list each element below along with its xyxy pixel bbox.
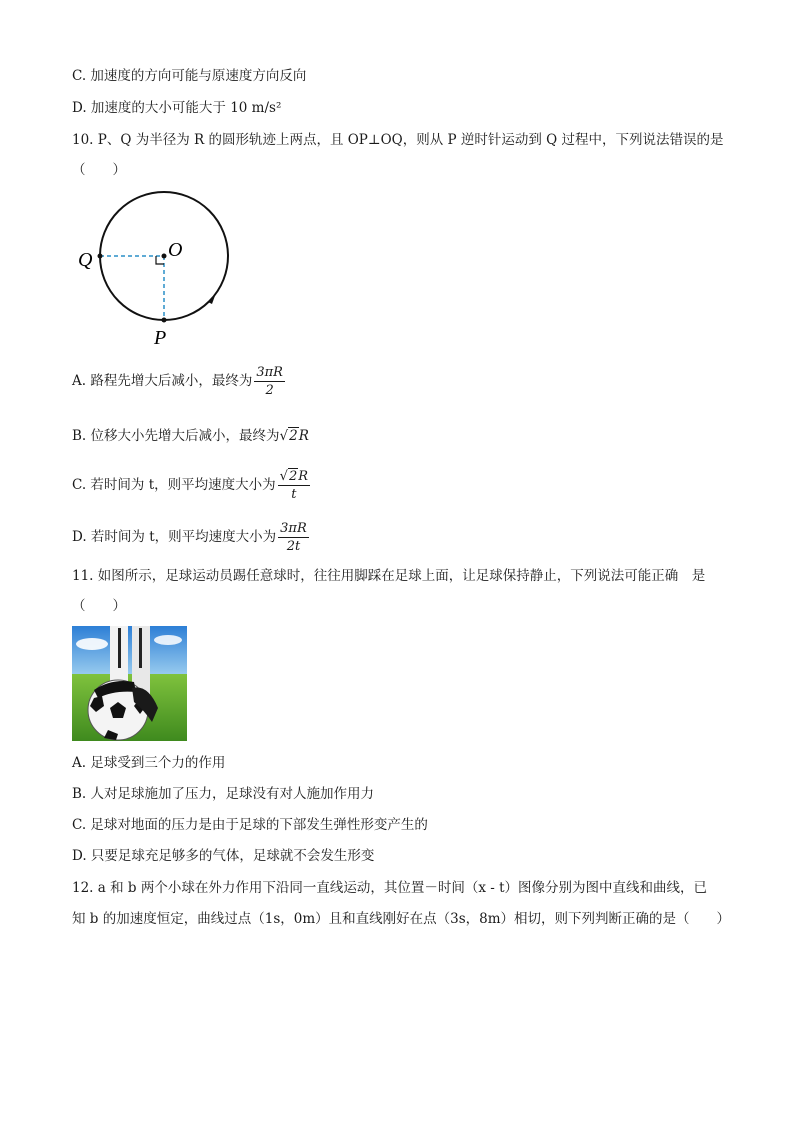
label-q: Q xyxy=(78,249,93,271)
q10-option-d: D. 若时间为 t，则平均速度大小为 $\frac{3\pi R}{2t}$ xyxy=(72,521,307,554)
q10-stem: 10. P、Q 为半径为 R 的圆形轨迹上两点，且 OP⊥OQ，则从 P 逆时针运动到 Q 过程中，下列说法错误的是 xyxy=(72,132,724,148)
soccer-photo xyxy=(72,626,187,741)
q10-option-b: B. 位移大小先增大后减小，最终为√2R xyxy=(72,428,309,444)
q11-option-a: A. 足球受到三个力的作用 xyxy=(72,755,226,771)
sky xyxy=(72,626,187,678)
q10-option-c: C. 若时间为 t，则平均速度大小为 $\frac{√2R}{t}$ xyxy=(72,469,309,502)
q9-option-c: C. 加速度的方向可能与原速度方向反向 xyxy=(72,68,307,84)
q10-stem-bracket: （ ） xyxy=(72,162,126,178)
q10-option-a: A. 路程先增大后减小，最终为 $\frac{3\pi R}{2}$ xyxy=(72,365,283,398)
q11-stem-bracket: （ ） xyxy=(72,598,126,614)
circle-diagram xyxy=(72,190,242,350)
q12-stem-line2: 知 b 的加速度恒定，曲线过点（1s，0m）且和直线刚好在点（3s，8m）相切，则下列判断正确的是（ ） xyxy=(72,911,731,927)
q11-option-d: D. 只要足球充足够多的气体，足球就不会发生形变 xyxy=(72,848,375,864)
label-p: P xyxy=(154,327,167,349)
q11-stem: 11. 如图所示，足球运动员踢任意球时，往往用脚踩在足球上面，让足球保持静止，下列说法可能正确 是 xyxy=(72,568,706,584)
point-p xyxy=(162,318,167,323)
point-q xyxy=(98,254,103,259)
point-o xyxy=(162,254,167,259)
q12-stem-line1: 12. a 和 b 两个小球在外力作用下沿同一直线运动，其位置－时间（x - t）图像分别为图中直线和曲线，已 xyxy=(72,880,708,896)
label-o: O xyxy=(168,239,183,261)
q11-option-b: B. 人对足球施加了压力，足球没有对人施加作用力 xyxy=(72,786,375,802)
q9-option-d: D. 加速度的大小可能大于 10 m/s² xyxy=(72,100,282,116)
direction-arrow-icon xyxy=(208,293,216,304)
q11-option-c: C. 足球对地面的压力是由于足球的下部发生弹性形变产生的 xyxy=(72,817,428,833)
